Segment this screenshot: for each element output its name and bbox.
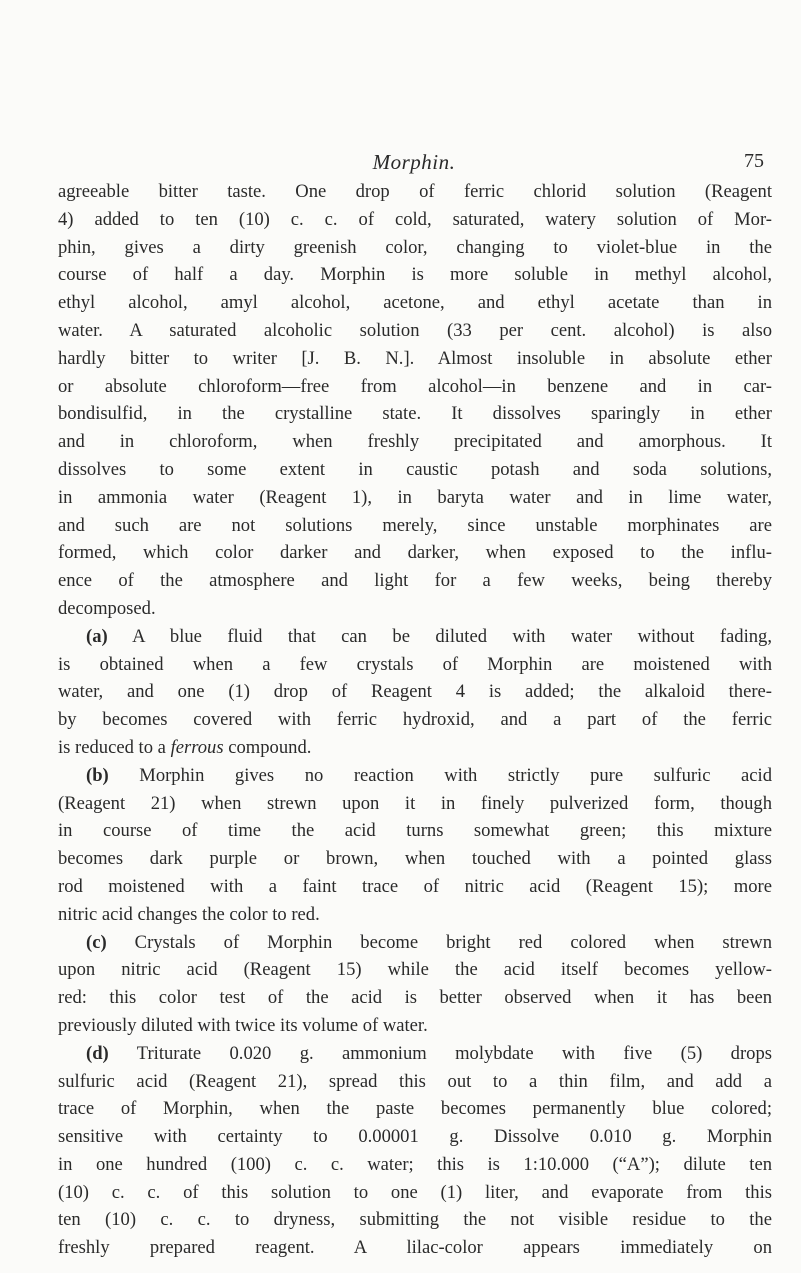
line-text: ethyl alcohol, amyl alcohol, acetone, and ethyl acetate than in	[58, 292, 772, 314]
italic-word: ferrous	[170, 736, 224, 758]
line-text: (Reagent 21) when strewn upon it in finely pulverized form, though	[58, 792, 772, 814]
text-line	[58, 623, 772, 651]
text-line	[58, 234, 772, 262]
text-line	[58, 178, 772, 206]
line-text: phin, gives a dirty greenish color, changing to violet-blue in the	[58, 236, 772, 258]
text-line	[58, 1040, 772, 1068]
line-text: is obtained when a few crystals of Morphin are moistened with	[58, 653, 772, 675]
text-line	[58, 595, 772, 623]
text-line	[58, 539, 772, 567]
line-text: hardly bitter to writer [J. B. N.]. Almost insoluble in absolute ether	[58, 347, 772, 369]
text-line	[58, 289, 772, 317]
text-line	[58, 1234, 772, 1262]
line-text: sensitive with certainty to 0.00001 g. Dissolve 0.010 g. Morphin	[58, 1126, 772, 1148]
line-text: A blue fluid that can be diluted with water without fading,	[107, 625, 772, 647]
line-text: Morphin gives no reaction with strictly pure sulfuric acid	[108, 764, 772, 786]
line-text: agreeable bitter taste. One drop of ferric chlorid solution (Reagent	[58, 181, 772, 202]
text-line	[58, 956, 772, 984]
line-text: (10) c. c. of this solution to one (1) liter, and evaporate from this	[58, 1181, 772, 1203]
line-text: in ammonia water (Reagent 1), in baryta water and in lime water,	[58, 486, 772, 508]
text-line	[58, 1068, 772, 1096]
text-line	[58, 1123, 772, 1151]
line-text: Triturate 0.020 g. ammonium molybdate with five (5) drops	[108, 1042, 772, 1064]
line-text: is reduced to a	[58, 736, 171, 758]
line-text: and in chloroform, when freshly precipitated and amorphous. It	[58, 431, 772, 453]
text-line	[58, 817, 772, 845]
running-head	[58, 148, 770, 178]
text-line	[58, 261, 772, 289]
line-text: formed, which color darker and darker, when exposed to the influ-	[58, 542, 772, 564]
paragraph-label: (c)	[86, 931, 107, 953]
line-text: sulfuric acid (Reagent 21), spread this out to a thin film, and add a	[58, 1070, 772, 1092]
text-line	[58, 512, 772, 540]
line-text: previously diluted with twice its volume of water.	[58, 1014, 428, 1036]
text-line	[58, 428, 772, 456]
body-text	[58, 178, 772, 1262]
text-line	[58, 1095, 772, 1123]
line-text: red: this color test of the acid is better observed when it has been	[58, 987, 772, 1009]
line-text: trace of Morphin, when the paste becomes permanently blue colored;	[58, 1098, 772, 1120]
line-text: in one hundred (100) c. c. water; this is 1:10.000 (“A”); dilute ten	[58, 1153, 772, 1175]
paragraph-label: (a)	[86, 625, 108, 647]
line-text: course of half a day. Morphin is more soluble in methyl alcohol,	[58, 264, 772, 286]
text-line	[58, 762, 772, 790]
text-line	[58, 734, 772, 762]
line-text: water. A saturated alcoholic solution (33 per cent. alcohol) is also	[58, 319, 772, 341]
line-text: freshly prepared reagent. A lilac-color appears immediately on	[58, 1237, 772, 1259]
text-line	[58, 901, 772, 929]
text-line	[58, 567, 772, 595]
text-line	[58, 456, 772, 484]
running-title: Morphin.	[372, 150, 456, 174]
line-text: rod moistened with a faint trace of nitric acid (Reagent 15); more	[58, 875, 772, 897]
text-line	[58, 790, 772, 818]
line-text: bondisulfid, in the crystalline state. It dissolves sparingly in ether	[58, 403, 772, 425]
line-text: decomposed.	[58, 597, 156, 619]
line-text: ten (10) c. c. to dryness, submitting the not visible residue to the	[58, 1209, 772, 1231]
line-text: Crystals of Morphin become bright red colored when strewn	[106, 931, 772, 953]
text-line	[58, 678, 772, 706]
text-line	[58, 373, 772, 401]
line-text: and such are not solutions merely, since unstable morphinates are	[58, 514, 772, 536]
text-line	[58, 706, 772, 734]
text-line	[58, 845, 772, 873]
line-text: or absolute chloroform—free from alcohol—in benzene and in car-	[58, 375, 772, 397]
line-text: ence of the atmosphere and light for a few weeks, being thereby	[58, 570, 772, 592]
text-line	[58, 1151, 772, 1179]
paragraph-label: (b)	[86, 764, 109, 786]
line-text: by becomes covered with ferric hydroxid, and a part of the ferric	[58, 709, 772, 731]
line-text: water, and one (1) drop of Reagent 4 is added; the alkaloid there-	[58, 681, 772, 703]
line-text: dissolves to some extent in caustic potash and soda solutions,	[58, 458, 772, 480]
text-line	[58, 873, 772, 901]
text-line	[58, 651, 772, 679]
text-line	[58, 1012, 772, 1040]
line-text: in course of time the acid turns somewhat green; this mixture	[58, 820, 772, 842]
text-line	[58, 1206, 772, 1234]
line-text: upon nitric acid (Reagent 15) while the acid itself becomes yellow-	[58, 959, 772, 981]
line-text: becomes dark purple or brown, when touched with a pointed glass	[58, 848, 772, 870]
text-line	[58, 484, 772, 512]
text-line	[58, 206, 772, 234]
text-line	[58, 1179, 772, 1207]
text-line	[58, 317, 772, 345]
text-line	[58, 984, 772, 1012]
text-line	[58, 400, 772, 428]
text-line	[58, 345, 772, 373]
paragraph-label: (d)	[86, 1042, 109, 1064]
line-text-tail: compound.	[223, 736, 312, 758]
text-line	[58, 929, 772, 957]
line-text: nitric acid changes the color to red.	[58, 903, 320, 925]
line-text: 4) added to ten (10) c. c. of cold, saturated, watery solution of Mor-	[58, 208, 772, 230]
page-number: 75	[744, 150, 764, 172]
